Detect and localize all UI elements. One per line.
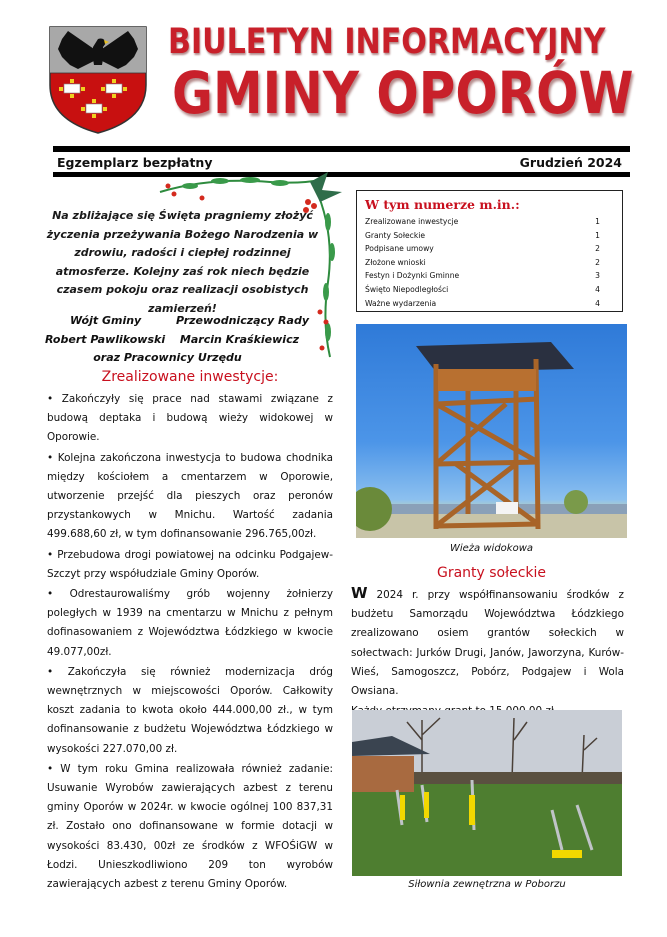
masthead-title-line1: BIULETYN INFORMACYJNY xyxy=(168,22,606,62)
toc-item[interactable]: Zrealizowane inwestycje 1 xyxy=(365,217,600,226)
investment-item: • Zakończyły się prace nad stawami związane z budową deptaka i budową wieży widokowej w Oporowie. xyxy=(47,393,333,444)
coat-of-arms-logo xyxy=(48,25,148,135)
toc-item[interactable]: Granty Sołeckie 1 xyxy=(365,230,600,240)
toc-item[interactable]: Złożone wnioski 2 xyxy=(365,257,600,267)
toc-item[interactable]: Podpisane umowy 2 xyxy=(365,244,600,254)
christmas-greeting: Na zbliżające się Święta pragniemy złożyć życzenia przeżywania Bożego Narodzenia w zdrowiu, radości i ciepłej rodzinnej atmosferze. Kolejny zaś rok niech będzie czasem pokoju oraz realizacji osobistych zamierzeń! xyxy=(46,209,319,315)
toc-item[interactable]: Ważne wydarzenia 4 xyxy=(365,298,600,308)
sig-left-role: Wójt Gminy xyxy=(70,314,142,327)
tower-photo-caption: Wieża widokowa xyxy=(449,543,533,554)
sig-footer: oraz Pracownicy Urzędu xyxy=(93,351,242,365)
investment-item: • Kolejna zakończona inwestycja to budowa chodnika między kościołem a cmentarzem w Oporowie, utworzenie przejść dla pieszych oraz peronów przystankowych w Mnichu. Wartość zadania 499.688,60 zł, w tym dofinansowanie 296.765,00zł. xyxy=(47,451,333,541)
investment-item: • Zakończyła się również modernizacja dróg wewnętrznych w miejscowości Oporów. Całkowity koszt zadania to kwota około 444.000,00 zł., w tym dofinansowanie z budżetu Województwa Łódzkiego w wysokości 227.070,00 zł. xyxy=(47,665,333,755)
grants-body: W 2024 r. przy współfinansowaniu środków z budżetu Samorządu Województwa Łódzkiego zrealizowano osiem grantów sołeckich w sołectwach: Jurków Drugi, Janów, Jaworzyna, Kurów-Wieś, Samogoszcz, Pobórz, Podgajew i Wola Owsiana. xyxy=(351,584,624,722)
header-rule-top xyxy=(53,146,630,152)
issue-date: Grudzień 2024 xyxy=(519,155,622,170)
investment-item: • W tym roku Gmina realizowała również zadanie: Usuwanie Wyrobów zawierających azbest z terenu gminy Oporów w 2024r. w kwocie ogólnej 100 837,31 zł. Zostało ono dofinansowane w formie dotacji w wysokości 83.430, 00zł ze środków z WFOŚiGW w Łodzi. Unieszkodliwiono 209 ton wyrobów zawierających azbest z terenu Gminy Oporów. xyxy=(47,762,333,891)
investments-heading: Zrealizowane inwestycje: xyxy=(101,369,279,385)
dropcap: W xyxy=(351,584,368,602)
toc-item[interactable]: Święto Niepodległości 4 xyxy=(365,284,600,294)
toc-title: W tym numerze m.in.: xyxy=(365,197,520,212)
table-of-contents xyxy=(356,190,623,312)
grants-heading: Granty sołeckie xyxy=(436,565,547,581)
sig-right-name: Marcin Kraśkiewicz xyxy=(179,332,299,346)
investments-body xyxy=(47,390,333,895)
investment-item: • Odrestaurowaliśmy grób wojenny żołnierzy poległych w 1939 na cmentarzu w Mnichu z pełnym dofinasowaniem z Województwa Łódzkiego w kwocie 49.077,00zł. xyxy=(47,588,333,658)
observation-tower-photo xyxy=(356,324,627,538)
sig-right-role: Przewodniczący Rady xyxy=(175,314,309,327)
sig-left-name: Robert Pawlikowski xyxy=(45,332,166,346)
outdoor-gym-photo xyxy=(352,710,622,876)
toc-item[interactable]: Festyn i Dożynki Gminne 3 xyxy=(365,271,600,281)
masthead-title-line2: GMINY OPORÓW xyxy=(172,59,634,127)
investment-item: • Przebudowa drogi powiatowej na odcinku Podgajew-Szczyt przy współudziale Gminy Oporów. xyxy=(47,548,333,580)
gym-photo-caption: Siłownia zewnętrzna w Poborzu xyxy=(408,879,566,890)
copy-note: Egzemplarz bezpłatny xyxy=(57,155,213,170)
greeting-signatures xyxy=(45,312,335,368)
